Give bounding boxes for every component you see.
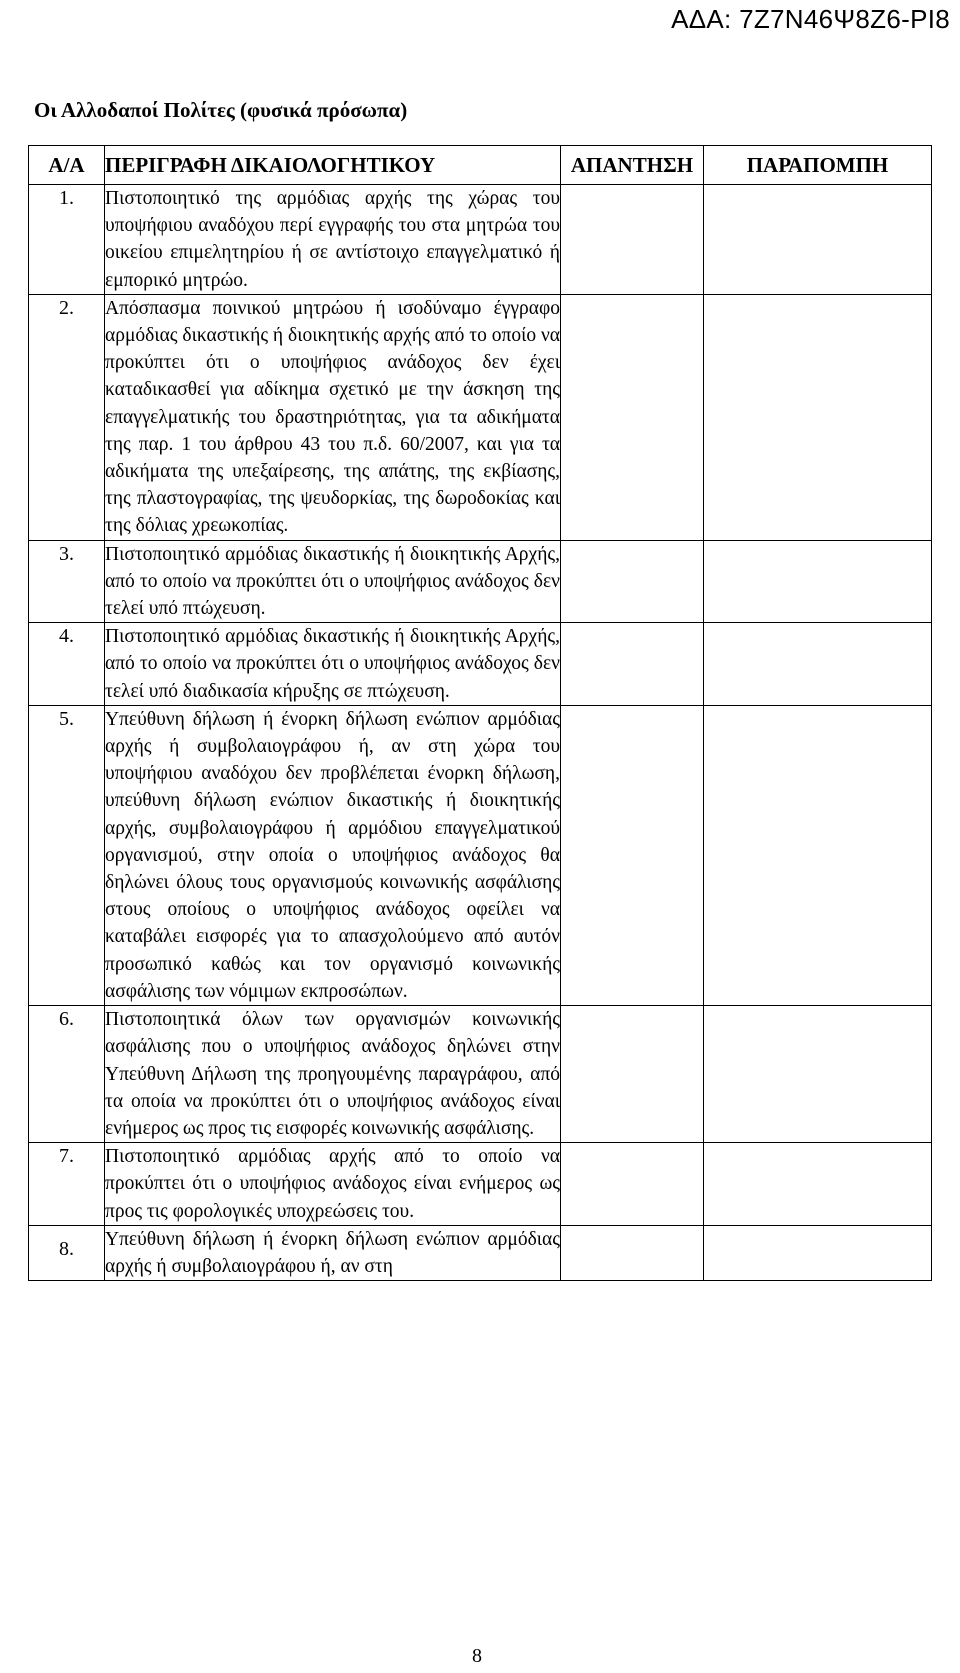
answer-cell[interactable]: [561, 540, 704, 623]
table-row: [29, 185, 932, 295]
reference-cell[interactable]: [704, 1143, 932, 1226]
reference-cell[interactable]: [704, 623, 932, 706]
table-row: [29, 623, 932, 706]
row-description: Απόσπασμα ποινικού μητρώου ή ισοδύναμο έγγραφο αρμόδιας δικαστικής ή διοικητικής αρχής από το οποίο να προκύπτει ότι ο υποψήφιος ανάδοχος δεν έχει καταδικασθεί για αδίκημα σχετικό με την άσκηση της επαγγελματικής του δραστηριότητας, για τα αδικήματα της παρ. 1 του άρθρου 43 του π.δ. 60/2007, και για τα αδικήματα της υπεξαίρεσης, της απάτης, της εκβίασης, της πλαστογραφίας, της ψευδορκίας, της δωροδοκίας και της δόλιας χρεωκοπίας.: [105, 294, 561, 540]
section-title: Οι Αλλοδαποί Πολίτες (φυσικά πρόσωπα): [34, 98, 408, 122]
row-number: 2.: [29, 294, 105, 540]
reference-cell[interactable]: [704, 1006, 932, 1143]
ada-code: ΑΔΑ: 7Ζ7Ν46Ψ8Ζ6-ΡΙ8: [671, 4, 950, 34]
row-number: 1.: [29, 185, 105, 295]
page-number: 8: [472, 1645, 482, 1667]
requirements-table: [28, 145, 932, 1281]
table-header-row: [29, 146, 932, 185]
row-number: 6.: [29, 1006, 105, 1143]
column-header-aa: Α/Α: [29, 146, 105, 185]
answer-cell[interactable]: [561, 1143, 704, 1226]
row-number: 8.: [29, 1225, 105, 1280]
table-row: [29, 540, 932, 623]
row-description: Πιστοποιητικό της αρμόδιας αρχής της χώρας του υποψήφιου αναδόχου περί εγγραφής του στα μητρώα του οικείου επιμελητηρίου ή σε αντίστοιχο επαγγελματικό ή εμπορικό μητρώο.: [105, 185, 561, 295]
table-row: [29, 294, 932, 540]
row-number: 5.: [29, 705, 105, 1005]
reference-cell[interactable]: [704, 185, 932, 295]
column-header-reference: ΠΑΡΑΠΟΜΠΗ: [704, 146, 932, 185]
table-row: [29, 1006, 932, 1143]
answer-cell[interactable]: [561, 1225, 704, 1280]
answer-cell[interactable]: [561, 294, 704, 540]
row-description: Πιστοποιητικό αρμόδιας δικαστικής ή διοικητικής Αρχής, από το οποίο να προκύπτει ότι ο υποψήφιος ανάδοχος δεν τελεί υπό διαδικασία κήρυξης σε πτώχευση.: [105, 623, 561, 706]
answer-cell[interactable]: [561, 185, 704, 295]
table-row: [29, 1225, 932, 1280]
row-description: Υπεύθυνη δήλωση ή ένορκη δήλωση ενώπιον αρμόδιας αρχής ή συμβολαιογράφου ή, αν στη: [105, 1225, 561, 1280]
table-row: [29, 705, 932, 1005]
column-header-description: ΠΕΡΙΓΡΑΦΗ ΔΙΚΑΙΟΛΟΓΗΤΙΚΟΥ: [105, 146, 561, 185]
answer-cell[interactable]: [561, 1006, 704, 1143]
reference-cell[interactable]: [704, 294, 932, 540]
row-number: 3.: [29, 540, 105, 623]
row-description: Πιστοποιητικό αρμόδιας δικαστικής ή διοικητικής Αρχής, από το οποίο να προκύπτει ότι ο υποψήφιος ανάδοχος δεν τελεί υπό πτώχευση.: [105, 540, 561, 623]
reference-cell[interactable]: [704, 705, 932, 1005]
row-number: 4.: [29, 623, 105, 706]
table-row: [29, 1143, 932, 1226]
answer-cell[interactable]: [561, 705, 704, 1005]
row-description: Υπεύθυνη δήλωση ή ένορκη δήλωση ενώπιον αρμόδιας αρχής ή συμβολαιογράφου ή, αν στη χώρα του υποψήφιου αναδόχου δεν προβλέπεται ένορκη δήλωση, υπεύθυνη δήλωση ενώπιον δικαστικής ή διοικητικής αρχής, συμβολαιογράφου ή αρμόδιου επαγγελματικού οργανισμού, στην οποία ο υποψήφιος ανάδοχος θα δηλώνει όλους τους οργανισμούς κοινωνικής ασφάλισης στους οποίους ο υποψήφιος ανάδοχος οφείλει να καταβάλει εισφορές για το απασχολούμενο από αυτόν προσωπικό καθώς και τον οργανισμό κοινωνικής ασφάλισης των νόμιμων εκπροσώπων.: [105, 705, 561, 1005]
column-header-answer: ΑΠΑΝΤΗΣΗ: [561, 146, 704, 185]
row-description: Πιστοποιητικά όλων των οργανισμών κοινωνικής ασφάλισης που ο υποψήφιος ανάδοχος δηλώνει στην Υπεύθυνη Δήλωση της προηγουμένης παραγράφου, από τα οποία να προκύπτει ότι ο υποψήφιος ανάδοχος είναι ενήμερος ως προς τις εισφορές κοινωνικής ασφάλισης.: [105, 1006, 561, 1143]
reference-cell[interactable]: [704, 540, 932, 623]
row-number: 7.: [29, 1143, 105, 1226]
row-description: Πιστοποιητικό αρμόδιας αρχής από το οποίο να προκύπτει ότι ο υποψήφιος ανάδοχος είναι ενήμερος ως προς τις φορολογικές υποχρεώσεις του.: [105, 1143, 561, 1226]
answer-cell[interactable]: [561, 623, 704, 706]
reference-cell[interactable]: [704, 1225, 932, 1280]
